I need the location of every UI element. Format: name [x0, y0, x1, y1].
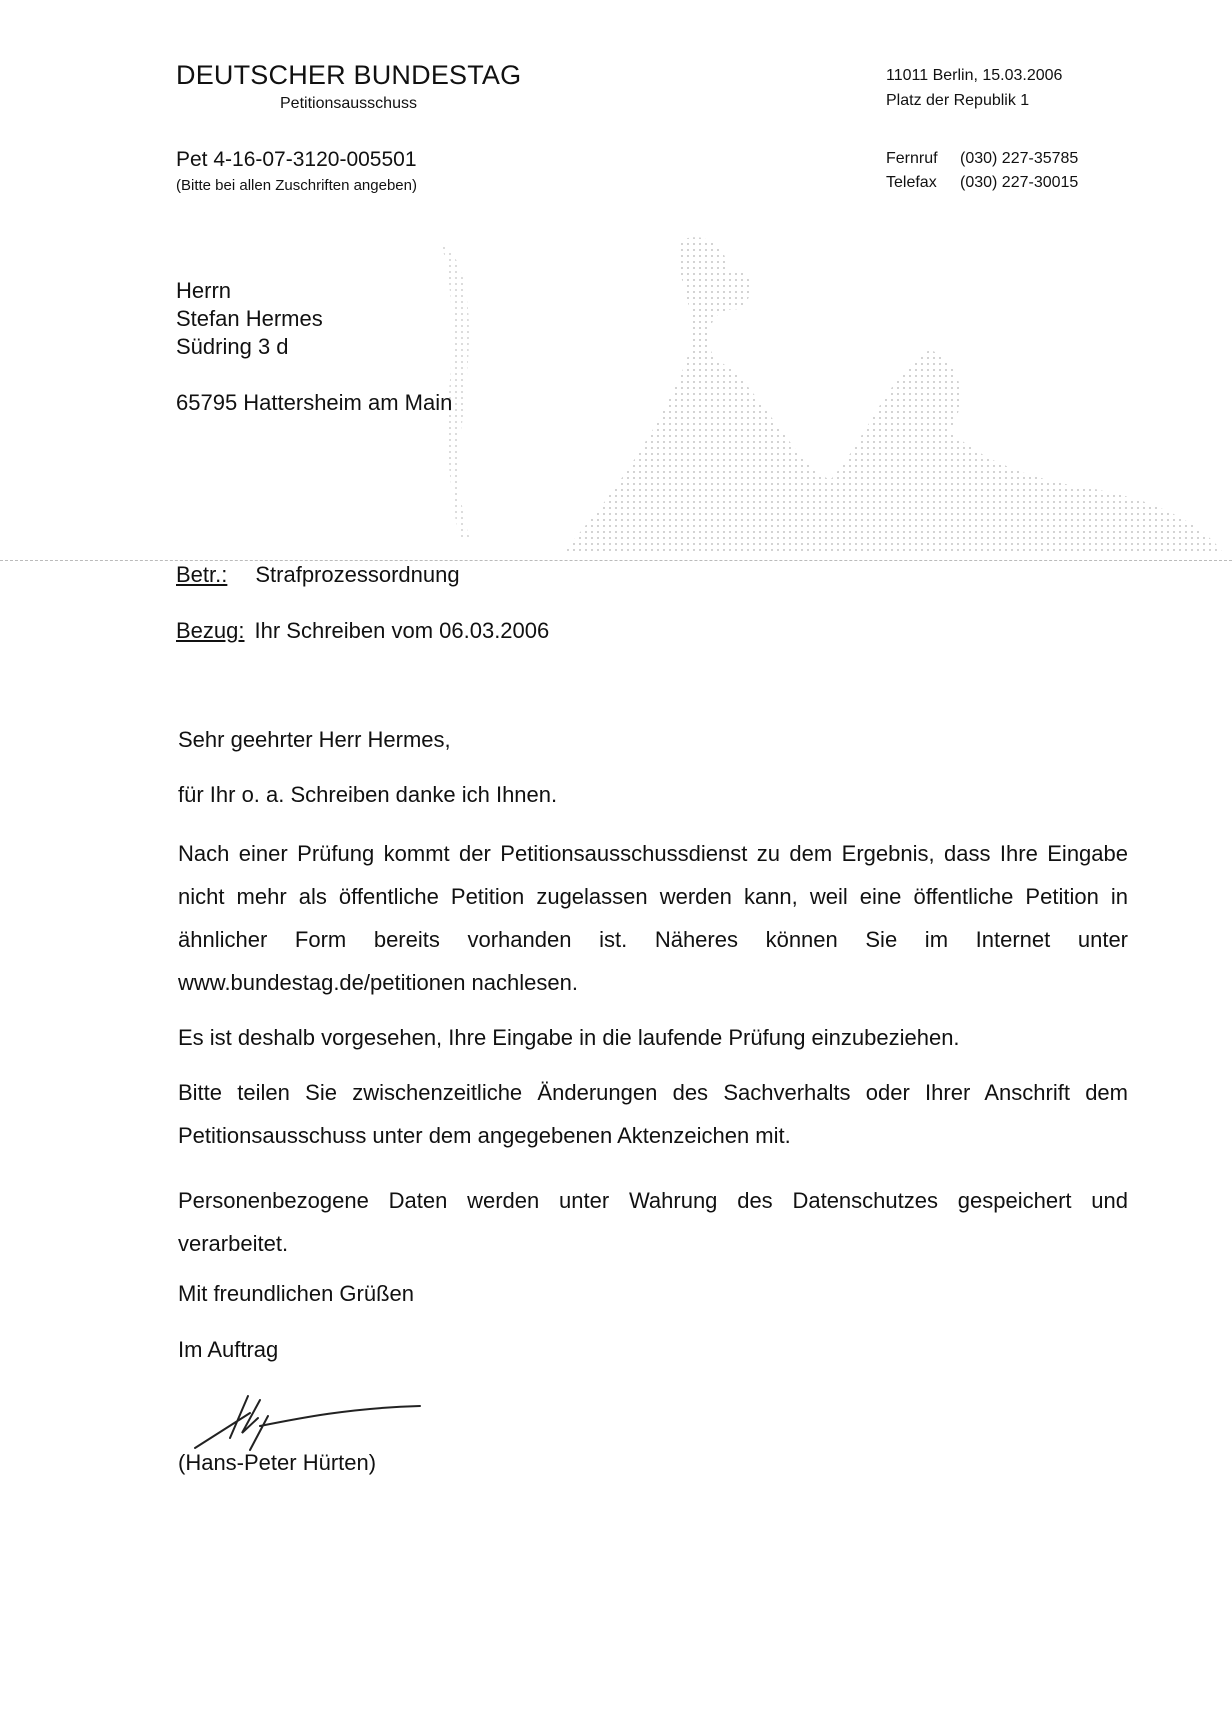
subject-line [176, 562, 460, 588]
reference-line [176, 618, 549, 644]
eagle-watermark [500, 230, 1230, 560]
fax-line [886, 174, 1078, 192]
bezug-value: Ihr Schreiben vom 06.03.2006 [254, 618, 550, 643]
bezug-label: Bezug: [176, 618, 245, 643]
betr-label: Betr.: [176, 562, 228, 587]
reference-note: (Bitte bei allen Zuschriften angeben) [176, 177, 417, 194]
handwritten-signature [190, 1378, 460, 1458]
fax-number: (030) 227-30015 [960, 174, 1079, 191]
recipient-salutation: Herrn [176, 278, 232, 303]
fold-line [0, 560, 1232, 561]
reference-number: Pet 4-16-07-3120-005501 [176, 148, 417, 171]
closing-regards: Mit freundlichen Grüßen [178, 1281, 414, 1306]
department-name: Petitionsausschuss [280, 95, 417, 112]
paragraph-result: Nach einer Prüfung kommt der Petitionsausschussdienst zu dem Ergebnis, dass Ihre Eingabe nicht mehr als öffentliche Petition zugelassen werden kann, weil eine öffentliche Petition in ähnlicher Form bereits vorhanden ist. Näheres können Sie im Internet unter www.bundestag.de/petitionen nachlesen. [178, 841, 1128, 995]
fax-label: Telefax [886, 174, 937, 191]
recipient-city: 65795 Hattersheim am Main [176, 390, 453, 415]
recipient-name: Stefan Hermes [176, 306, 323, 331]
paragraph-changes: Bitte teilen Sie zwischenzeitliche Änderungen des Sachverhalts oder Ihrer Anschrift dem Petitionsausschuss unter dem angegebenen Aktenzeichen mit. [178, 1080, 1128, 1148]
phone-number: (030) 227-35785 [960, 150, 1079, 167]
sender-street: Platz der Republik 1 [886, 92, 1030, 109]
greeting: Sehr geehrter Herr Hermes, [178, 727, 451, 752]
place-date: 11011 Berlin, 15.03.2006 [886, 67, 1063, 84]
phone-label: Fernruf [886, 150, 938, 167]
paragraph-thanks: für Ihr o. a. Schreiben danke ich Ihnen. [178, 782, 558, 807]
organization-name: DEUTSCHER BUNDESTAG [176, 60, 522, 90]
closing-on-behalf: Im Auftrag [178, 1337, 279, 1362]
phone-line [886, 150, 1078, 168]
paragraph-plan: Es ist deshalb vorgesehen, Ihre Eingabe in die laufende Prüfung einzubeziehen. [178, 1025, 960, 1050]
paragraph-privacy: Personenbezogene Daten werden unter Wahrung des Datenschutzes gespeichert und verarbeitet. [178, 1188, 1128, 1256]
signatory-name: (Hans-Peter Hürten) [178, 1450, 377, 1475]
recipient-street: Südring 3 d [176, 334, 289, 359]
betr-value: Strafprozessordnung [255, 562, 460, 587]
